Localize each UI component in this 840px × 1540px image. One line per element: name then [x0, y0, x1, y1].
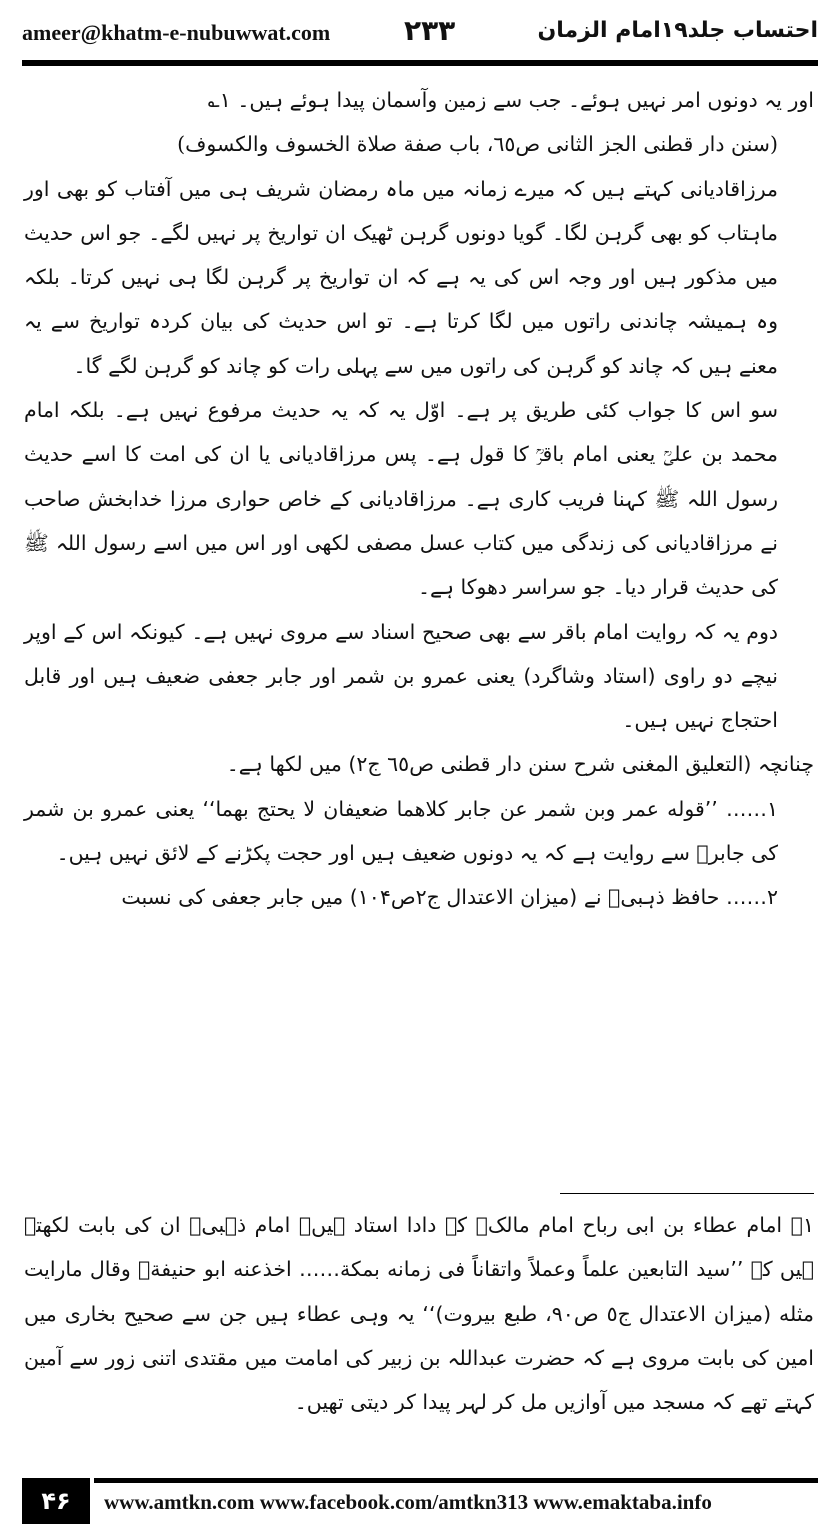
- footnote-1: ۱؎ امام عطاء بن ابی رباح امام مالکؒ کے دادا استاد ہیں۔ امام ذہبیؒ ان کی بابت لکھتے ہیں کہ ’’سيد التابعين علماً وعملاً واتقاناً فى زمانه بمكة…… اخذعنه ابو حنيفةؒ وقال مارايت مثله (ميزان الاعتدال ج٥ ص٩٠، طبع بيروت)‘‘ یہ وہی عطاء ہیں جن سے صحیح بخاری میں امین کی بابت مروی ہے کہ حضرت عبداللہ بن زبیر کی امامت میں مقتدی اتنی زور سے آمین کہتے تھے کہ مسجد میں آوازیں مل کر لہر پیدا کر دیتی تھیں۔: [24, 1213, 814, 1415]
- footnote-rule: [560, 1193, 814, 1194]
- quote-item-2: ۲…… حافظ ذہبیؒ نے (میزان الاعتدال ج۲ص۱۰۴) میں جابر جعفی کی نسبت: [121, 885, 778, 910]
- page-header: [22, 14, 818, 54]
- header-rule: [22, 60, 818, 66]
- footer-rule: [94, 1478, 818, 1483]
- quote-item-1: ۱…… ’’قوله عمر وبن شمر عن جابر كلاهما ضعيفان لا يحتج بهما‘‘ یعنی عمرو بن شمر کی جابرؒ سے روایت ہے کہ یہ دونوں ضعیف ہیں اور حجت پکڑنے کے لائق نہیں ہیں۔: [24, 796, 778, 866]
- paragraph-1: اور یہ دونوں امر نہیں ہوئے۔ جب سے زمین وآسمان پیدا ہوئے ہیں۔ ۱؎: [207, 88, 814, 112]
- header-volume-title: احتساب جلد۱۹امام الزمان: [537, 18, 818, 43]
- main-text: [24, 78, 814, 920]
- reference-line: (سنن دار قطنی الجز الثانی ص٦٥، باب صفة صلاة الخسوف والكسوف): [177, 132, 778, 157]
- page-footer: [22, 1478, 818, 1524]
- footer-page-number: ۴۶: [22, 1478, 90, 1524]
- footer-links: www.amtkn.com www.facebook.com/amtkn313 www.emaktaba.info: [104, 1490, 712, 1514]
- paragraph-4: دوم یہ کہ روایت امام باقر سے بھی صحیح اسناد سے مروی نہیں ہے۔ کیونکہ اس کے اوپر نیچے دو راوی (استاد وشاگرد) یعنی عمرو بن شمر اور جابر جعفی ضعیف ہیں اور قابل احتجاج نہیں ہیں۔: [24, 619, 778, 733]
- footnotes: [24, 1203, 814, 1424]
- paragraph-5: چنانچہ (التعليق المغنى شرح سنن دار قطنى ص٦٥ ج٢) میں لکھا ہے۔: [226, 752, 814, 777]
- paragraph-2: مرزاقادیانی کہتے ہیں کہ میرے زمانہ میں ماہ رمضان شریف ہی میں آفتاب کو بھی اور ماہتاب کو بھی گرہن لگا۔ گویا دونوں گرہن ٹھیک ان تواریخ پر نہیں لگے۔ جو اس حدیث میں مذکور ہیں اور وجہ اس کی یہ ہے کہ ان تواریخ پر گرہن لگا ہی نہیں کرتا۔ بلکہ وہ ہمیشہ چاندنی راتوں میں لگا کرتا ہے۔ تو اس حدیث کی بیان کردہ تواریخ سے یہ معنے ہیں کہ چاند کو گرہن کی راتوں میں سے پہلی رات کو چاند کو گرہن لگے گا۔: [24, 176, 778, 378]
- header-page-number: ۲۳۳: [404, 14, 456, 47]
- header-email: ameer@khatm-e-nubuwwat.com: [22, 20, 331, 45]
- paragraph-3: سو اس کا جواب کئی طریق پر ہے۔ اوّل یہ کہ یہ حدیث مرفوع نہیں ہے۔ بلکہ امام محمد بن علیؒ یعنی امام باقرؒ کا قول ہے۔ پس مرزاقادیانی یا ان کی امت کا اسے حدیث رسول اللہ ﷺ کہنا فریب کاری ہے۔ مرزاقادیانی کے خاص حواری مرزا خدابخش صاحب نے مرزاقادیانی کی زندگی میں کتاب عسل مصفی لکھی اور اس میں اسے رسول اللہ ﷺ کی حدیث قرار دیا۔ جو سراسر دھوکا ہے۔: [24, 398, 778, 600]
